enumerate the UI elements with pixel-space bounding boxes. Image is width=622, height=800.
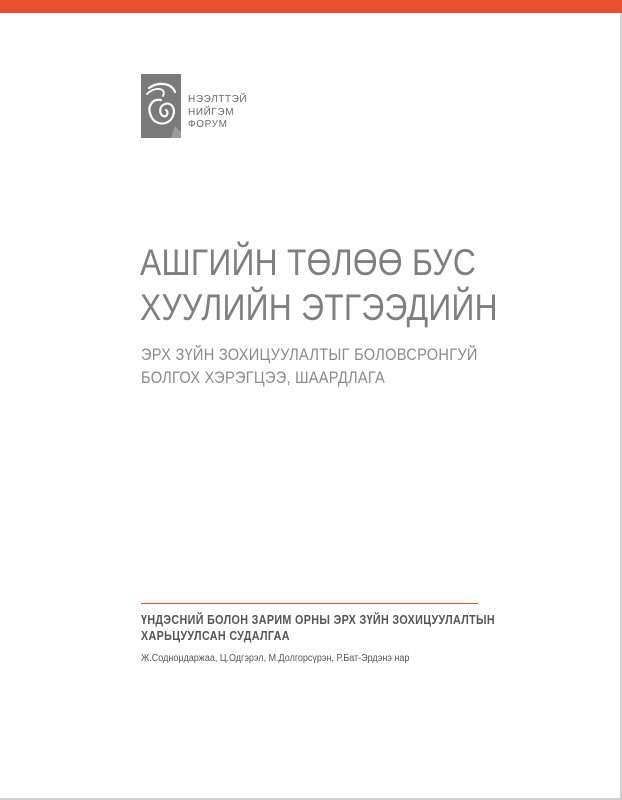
subtitle-line-1: ЭРХ ЗҮЙН ЗОХИЦУУЛАЛТЫГ БОЛОВСРОНГУЙ: [141, 345, 478, 364]
study-title: [141, 612, 495, 644]
logo-wordmark: [188, 94, 247, 132]
spiral-logo-icon: [141, 74, 181, 138]
top-accent-bar: [0, 0, 622, 13]
logo-line-3: ФОРУМ: [188, 119, 228, 130]
study-line-1: ҮНДЭСНИЙ БОЛОН ЗАРИМ ОРНЫ ЭРХ ЗҮЙН ЗОХИЦУУЛАЛТЫН: [141, 613, 495, 627]
document-subtitle: [141, 343, 478, 389]
logo-line-1: НЭЭЛТТЭЙ: [188, 94, 248, 105]
title-line-1: АШГИЙН ТӨЛӨӨ БУС: [140, 242, 477, 283]
logo-line-2: НИЙГЭМ: [188, 106, 235, 118]
title-line-2: ХУУЛИЙН ЭТГЭЭДИЙН: [140, 287, 498, 328]
study-line-2: ХАРЬЦУУЛСАН СУДАЛГАА: [141, 629, 290, 643]
subtitle-line-2: БОЛГОХ ХЭРЭГЦЭЭ, ШААРДЛАГА: [141, 368, 386, 387]
document-title: [140, 240, 498, 330]
section-divider: [141, 603, 478, 604]
authors-line: Ж.Соднομдаржаа, Ц.Одгэрэл, М.Долгорсүрэн, Р.Бат-Эрдэнэ нар: [141, 653, 410, 664]
